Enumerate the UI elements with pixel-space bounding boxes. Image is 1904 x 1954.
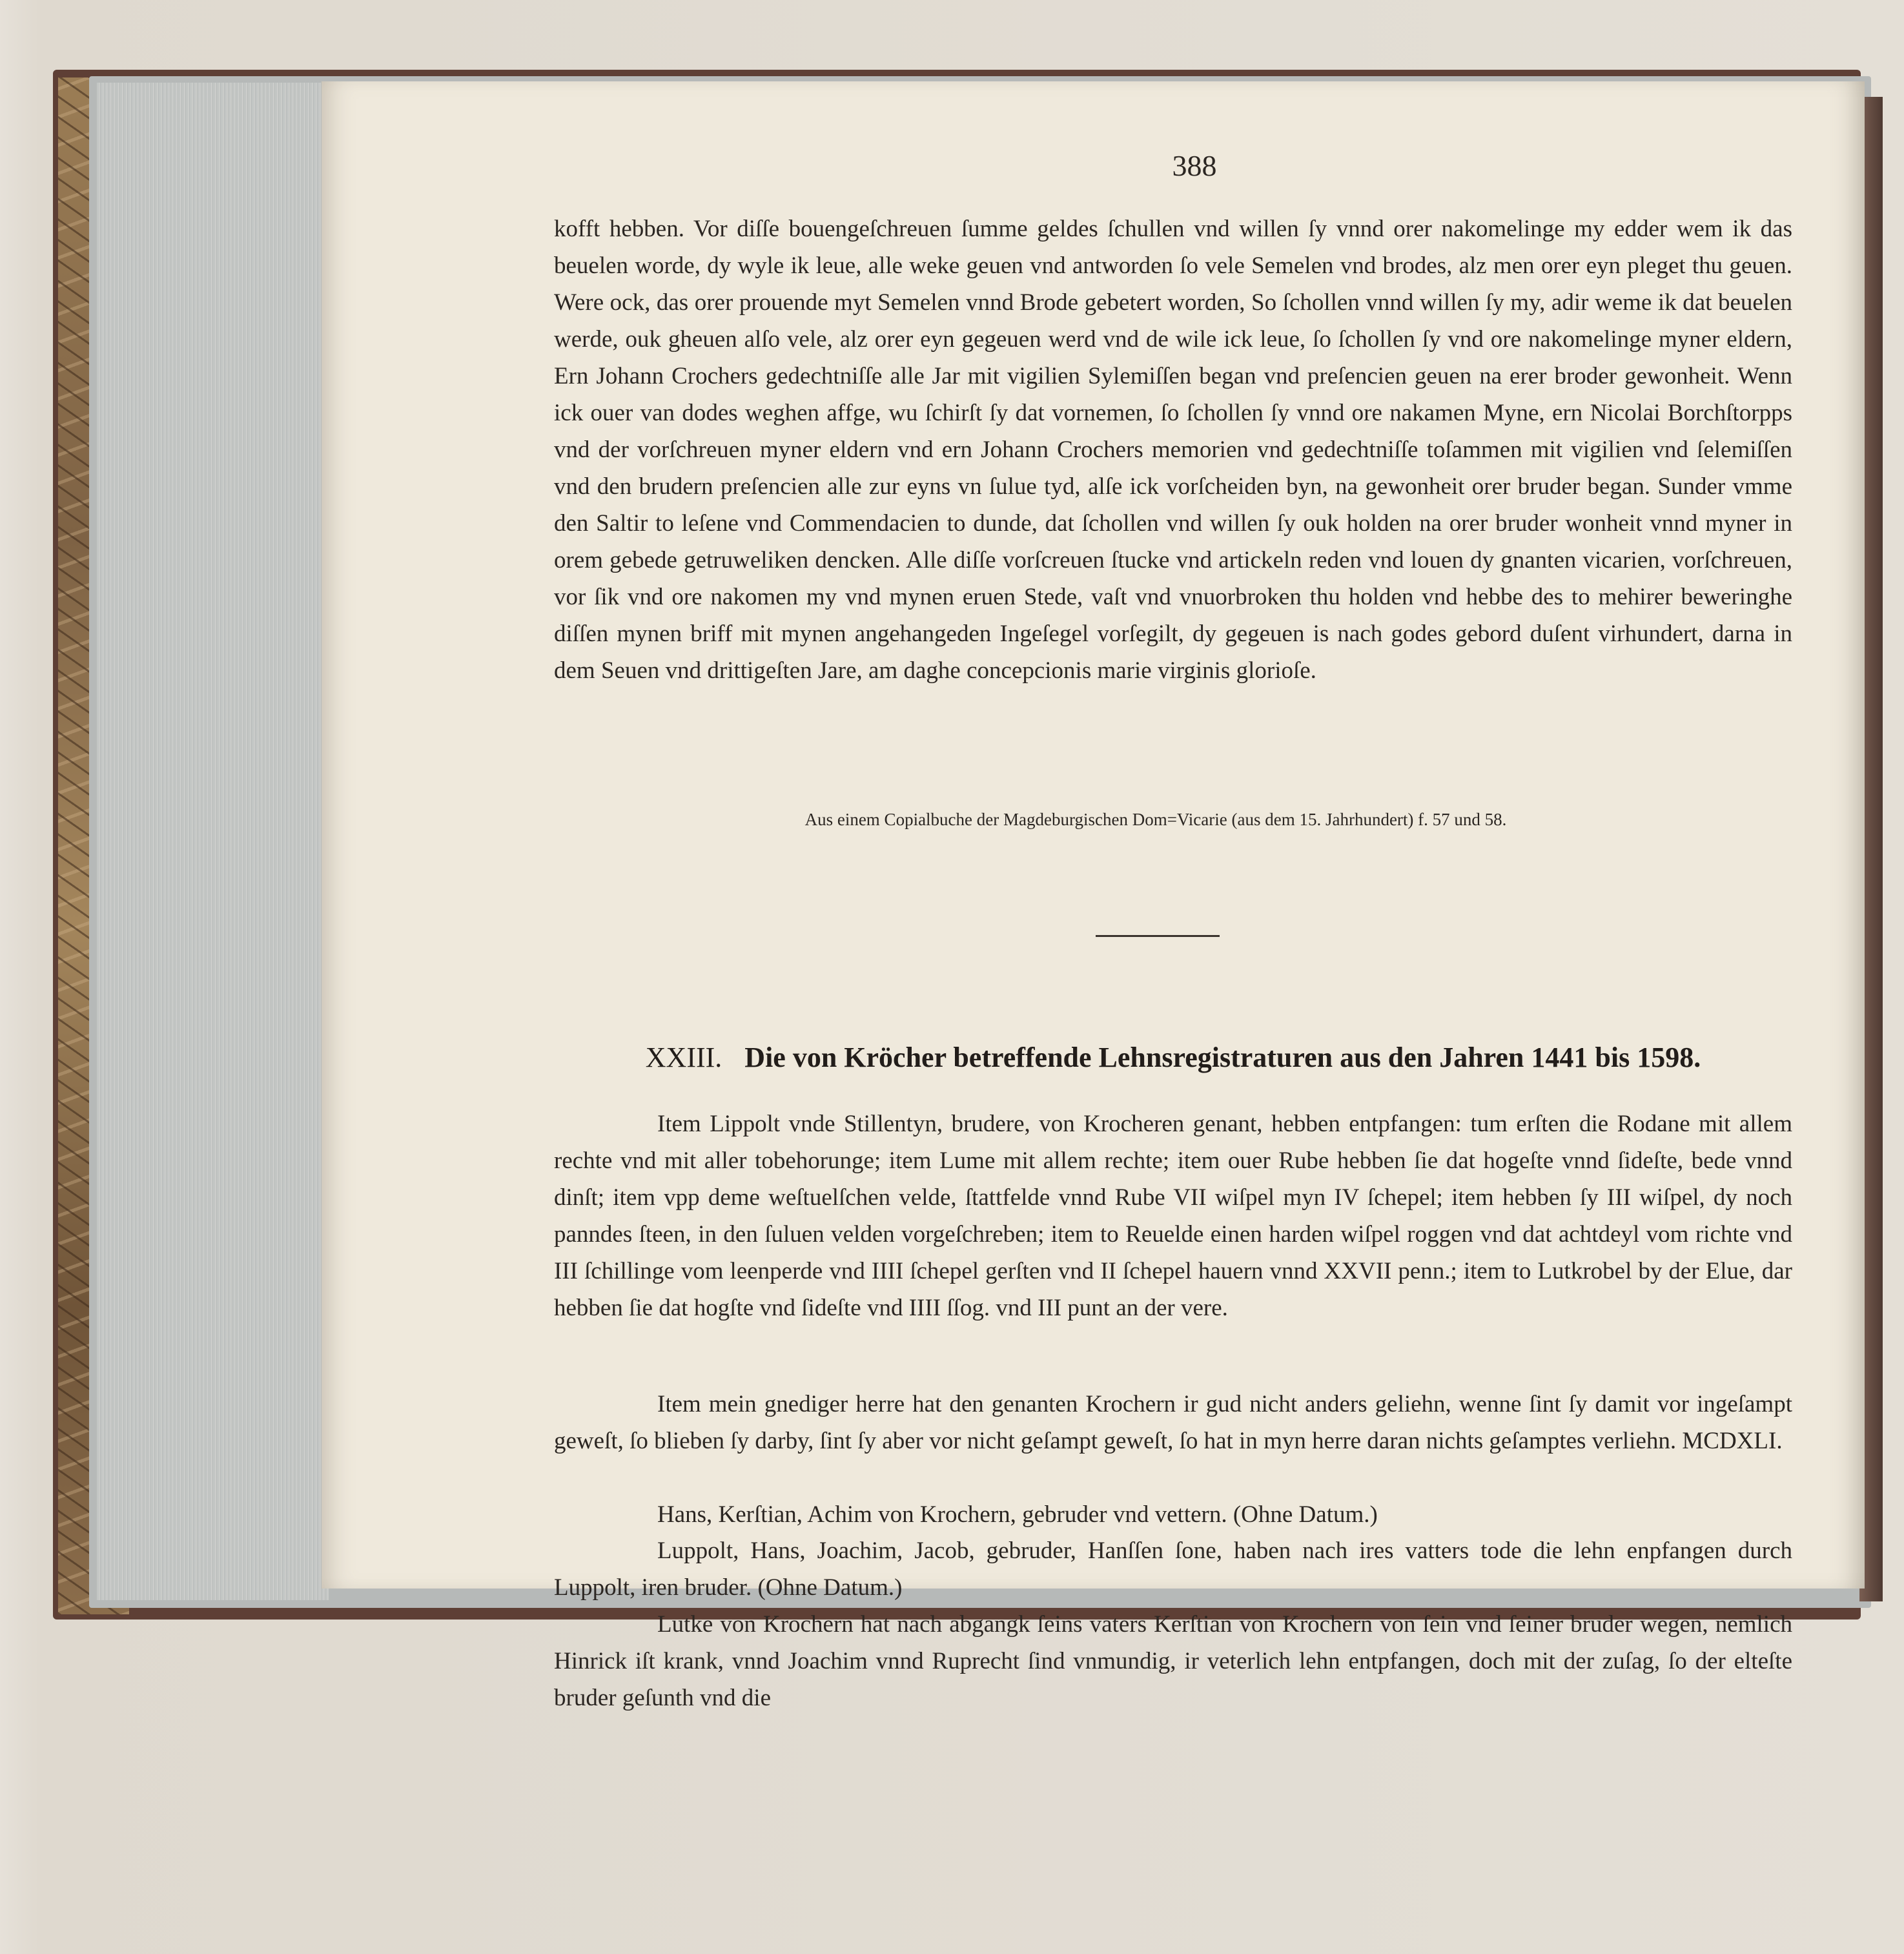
page-edges [97,83,329,1600]
source-note: Aus einem Copialbuche der Magdeburgischen Dom=Vicarie (aus dem 15. Jahrhundert) f. 57 und 58. [804,810,1507,829]
page-number: 388 [1172,149,1217,182]
section-number: XXIII. [645,1042,722,1073]
section-heading [554,1041,1792,1074]
section-divider [1096,935,1220,937]
charter-text-paragraph: kofft hebben. Vor diſſe bouengeſchreuen ſumme geldes ſchullen vnd willen ſy vnnd orer nakomelinge my edder wem ik das beuelen worde, dy wyle ik leue, alle weke geuen vnd antworden ſo vele Semelen vnd brodes, alz men orer eyn pleget thu geuen. Were ock, das orer prouende myt Semelen vnnd Brode gebetert worden, So ſchollen vnnd willen ſy my, adir weme ik dat beuelen werde, ouk gheuen alſo vele, alz orer eyn gegeuen werd vnd de wile ick leue, ſo ſchollen ſy vnd ore nakomelinge myner eldern, Ern Johann Crochers gedechtniſſe alle Jar mit vigilien Sylemiſſen began vnd preſencien geuen na erer broder gewonheit. Wenn ick ouer van dodes weghen affge, wu ſchirſt ſy dat vornemen, ſo ſchollen ſy vnnd ore nakamen Myne, ern Nicolai Borchſtorpps vnd der vorſchreuen myner eldern vnd ern Johann Crochers memorien vnd gedechtniſſe toſammen mit vigilien vnd ſelemiſſen vnd den brudern preſencien alle zur eyns vn ſulue tyd, alſe ick vorſcheiden byn, na gewonheit orer bruder began. Sunder vmme den Saltir to leſene vnd Commendacien to dunde, dat ſchollen vnd willen ſy ouk holden na orer bruder wonheit vnnd myner in orem gebede getruweliken dencken. Alle diſſe vorſcreuen ſtucke vnd artickeln reden vnd louen dy gnanten vicarien, vorſchreuen, vor ſik vnd ore nakomen my vnd mynen eruen Stede, vaſt vnd vnuorbroken thu holden vnd hebbe des to mehirer beweringhe diſſen mynen briff mit mynen angehangeden Ingeſegel vorſegilt, dy gegeuen is nach godes gebord duſent virhundert, darna in dem Seuen vnd drittigeſten Jare, am daghe concepcionis marie virginis glorioſe. [554,216,1792,684]
register-paragraph-1: Item Lippolt vnde Stillentyn, brudere, von Krocheren genant, hebben entpfangen: tum erſten die Rodane mit allem rechte vnd mit aller tobehorunge; item Lume mit allem rechte; item ouer Rube hebben ſie dat hogeſte vnnd ſideſte, bede vnnd dinſt; item vpp deme weſtuelſchen velde, ſtattfelde vnnd Rube VII wiſpel myn IV ſchepel; item hebben ſy III wiſpel, dy noch panndes ſteen, in den ſuluen velden vorgeſchreben; item to Reuelde einen harden wiſpel roggen vnd dat achtdeyl vom richte vnd III ſchillinge vom leenperde vnd IIII ſchepel gerſten vnd II ſchepel hauern vnnd XXVII penn.; item to Lutkrobel by der Elue, dar hebben ſie dat hogſte vnd ſideſte vnd IIII ſſog. vnd III punt an der vere. [554,1111,1792,1321]
register-paragraph-2: Item mein gnediger herre hat den genanten Krochern ir gud nicht anders geliehn, wenne ſint ſy damit vor ingeſampt geweſt, ſo blieben ſy darby, ſint ſy aber vor nicht geſampt geweſt, ſo hat in myn herre daran nichts geſamptes verliehn. MCDXLI. [554,1391,1792,1454]
register-paragraph-3: Hans, Kerſtian, Achim von Krochern, gebruder vnd vettern. (Ohne Datum.) [657,1501,1378,1528]
section-title: Die von Kröcher betreffende Lehnsregistraturen aus den Jahren 1441 bis 1598. [744,1042,1701,1073]
register-paragraph-5: Lutke von Krochern hat nach abgangk ſeins vaters Kerſtian von Krochern von ſein vnd ſeiner bruder wegen, nemlich Hinrick iſt krank, vnnd Joachim vnnd Ruprecht ſind vnmundig, ir veterlich lehn entpfangen, doch mit der zuſag, ſo der elteſte bruder geſunth vnd die [554,1611,1792,1711]
register-paragraph-4: Luppolt, Hans, Joachim, Jacob, gebruder, Hanſſen ſone, haben nach ires vatters tode die lehn enpfangen durch Luppolt, iren bruder. (Ohne Datum.) [554,1537,1792,1601]
